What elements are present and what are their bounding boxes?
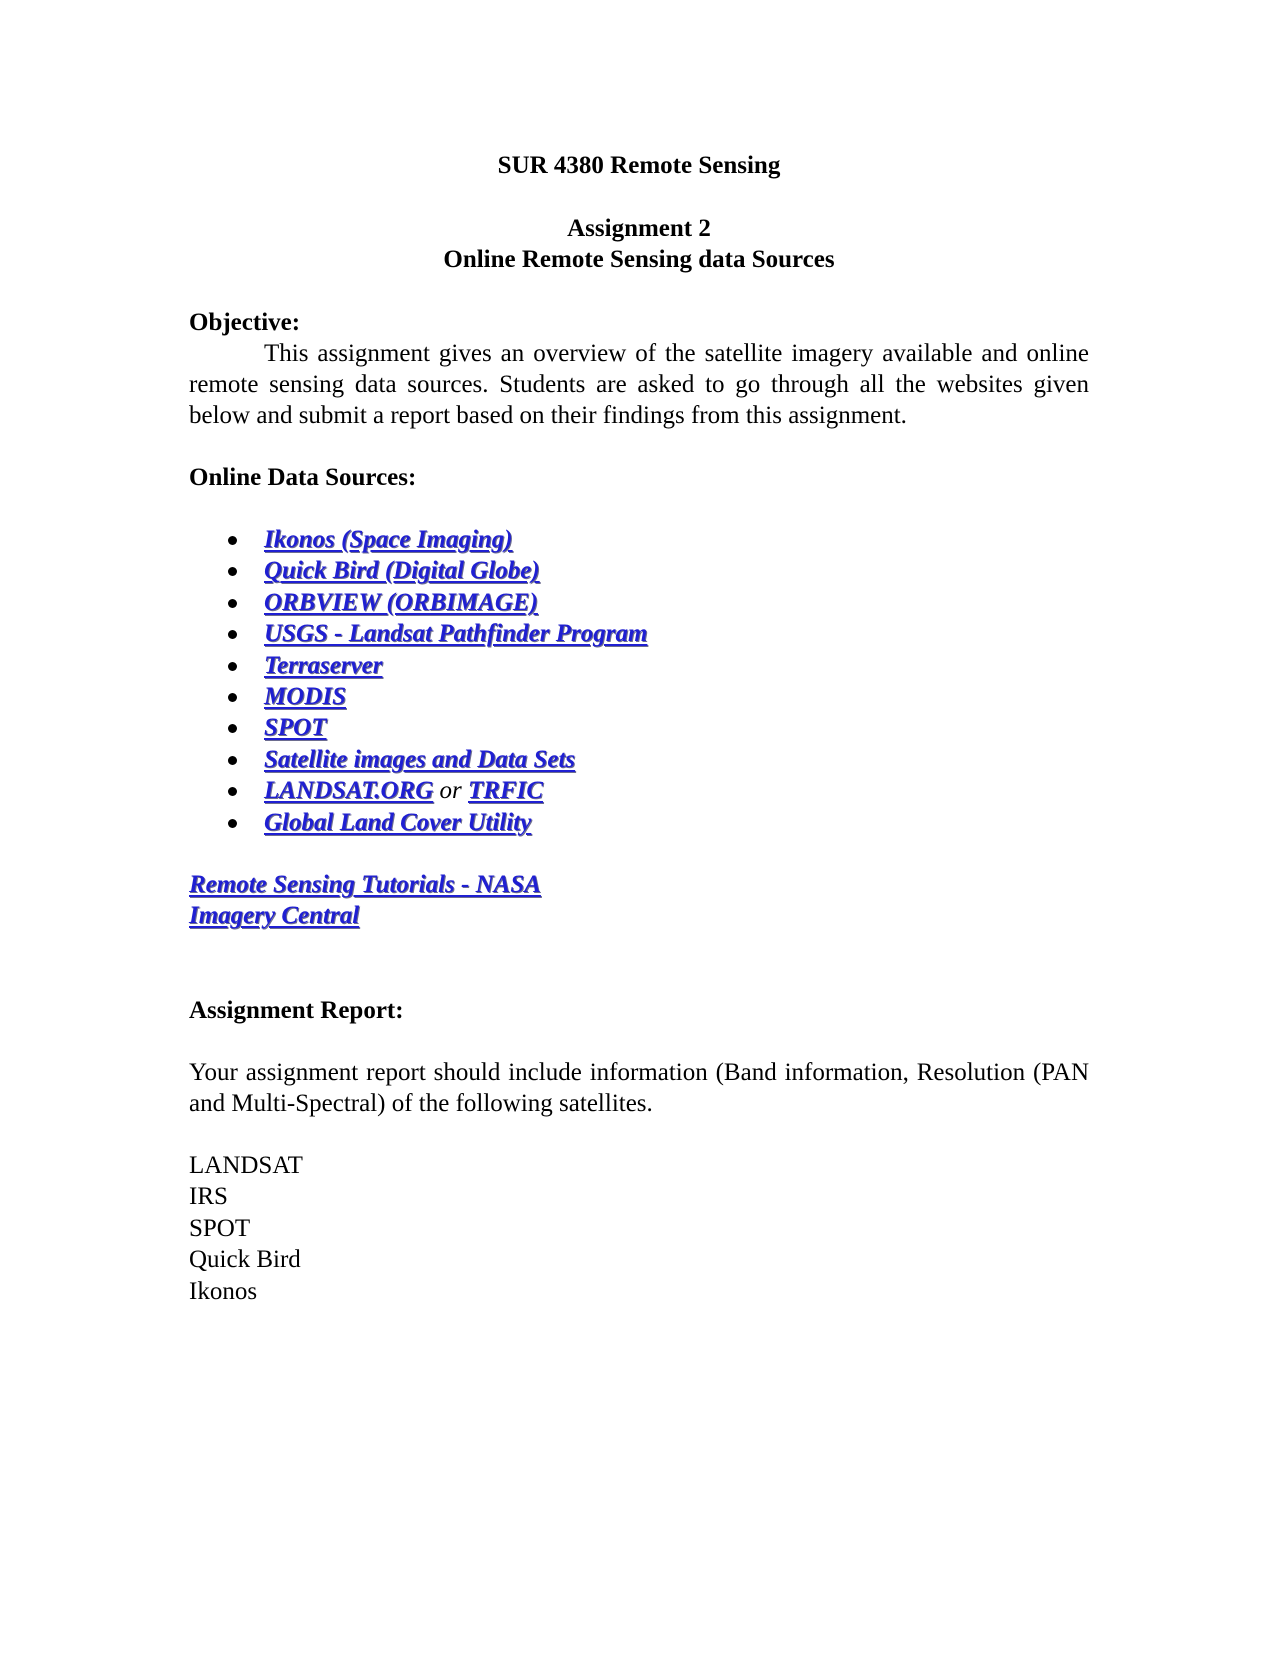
link-orbview[interactable]: ORBVIEW (ORBIMAGE) [264,588,538,616]
assignment-title: Online Remote Sensing data Sources [443,246,835,273]
link-trfic[interactable]: TRFIC [468,777,544,805]
link-imagery-central[interactable]: Imagery Central [189,902,360,930]
report-text: Your assignment report should include information (Band information, Resolution (PAN and Multi-Spectral) of the following satellites. [189,1058,1089,1117]
list-item [189,681,1089,712]
bullet-icon [228,662,237,671]
link-remote-sensing-tutorials-nasa[interactable]: Remote Sensing Tutorials - NASA [189,870,541,898]
list-item [189,712,1089,743]
link-usgs-landsat-pathfinder[interactable]: USGS - Landsat Pathfinder Program [264,620,648,648]
assignment-number: Assignment 2 [567,215,711,242]
link-terraserver[interactable]: Terraserver [264,651,383,679]
satellite-item: IRS [189,1183,228,1211]
list-item [189,650,1089,681]
sources-heading: Online Data Sources: [189,464,417,491]
list-item [189,775,1089,806]
bullet-icon [228,536,237,545]
report-heading: Assignment Report: [189,996,404,1024]
bullet-icon [228,756,237,765]
link-landsat-org[interactable]: LANDSAT.ORG [264,777,434,805]
extra-links [189,869,1089,932]
list-item [189,524,1089,555]
link-satellite-images-datasets[interactable]: Satellite images and Data Sets [264,745,576,773]
list-item [189,555,1089,586]
satellite-item: SPOT [189,1214,251,1242]
objective-heading: Objective: [189,309,301,336]
or-connector: or [439,777,462,805]
bullet-icon [228,724,237,733]
list-item [189,744,1089,775]
bullet-icon [228,567,237,576]
sources-list [189,524,1089,838]
list-item [189,618,1089,649]
link-modis[interactable]: MODIS [264,682,346,710]
list-item [189,587,1089,618]
bullet-icon [228,819,237,828]
list-item [189,807,1089,838]
bullet-icon [228,693,237,702]
satellite-item: Quick Bird [189,1246,301,1274]
document-page [189,150,1089,1307]
objective-text: This assignment gives an overview of the satellite imagery available and online remote sensing data sources. Students are asked to go through all the websites given below and submit a report based on their findings from this assignment. [189,340,1089,429]
satellite-item: Ikonos [189,1277,258,1305]
satellite-list [189,1150,1089,1308]
bullet-icon [228,630,237,639]
link-ikonos[interactable]: Ikonos (Space Imaging) [264,526,513,553]
link-quickbird[interactable]: Quick Bird (Digital Globe) [264,557,540,585]
bullet-icon [228,599,237,608]
satellite-item: LANDSAT [189,1151,303,1179]
link-spot[interactable]: SPOT [264,714,327,742]
bullet-icon [228,787,237,796]
link-global-land-cover-utility[interactable]: Global Land Cover Utility [264,808,532,836]
course-title: SUR 4380 Remote Sensing [497,152,781,179]
